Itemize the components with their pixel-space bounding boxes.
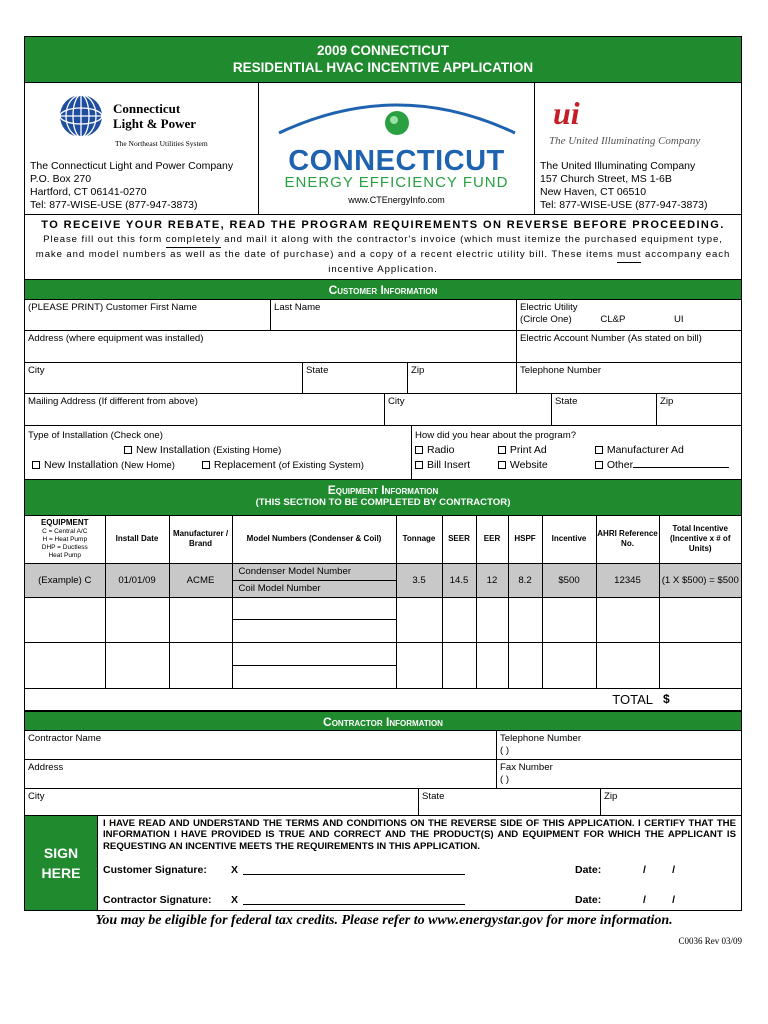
install-type-field xyxy=(25,426,412,479)
coil-cell[interactable] xyxy=(232,665,396,688)
col-incentive: Incentive xyxy=(542,516,596,563)
mailing-zip-label: Zip xyxy=(660,396,674,407)
example-coil: Coil Model Number xyxy=(232,580,396,597)
contractor-address-label: Address xyxy=(28,761,64,773)
opt-new-existing[interactable] xyxy=(28,443,408,458)
example-brand: ACME xyxy=(169,563,232,597)
contractor-state-field[interactable] xyxy=(419,789,601,815)
total-amount-field[interactable]: $ xyxy=(659,688,741,710)
instructions-body xyxy=(29,233,737,277)
date-cell[interactable] xyxy=(105,597,169,642)
equipment-section-title xyxy=(25,480,741,516)
equip-cell[interactable] xyxy=(25,597,105,642)
mailing-city-label: City xyxy=(388,396,405,407)
col-hspf: HSPF xyxy=(508,516,542,563)
clp-addr2: P.O. Box 270 xyxy=(30,173,92,185)
ceef-word2: ENERGY EFFICIENCY FUND xyxy=(284,174,509,191)
equipment-table xyxy=(25,516,741,711)
opt-other[interactable] xyxy=(595,459,729,471)
instr-c: accompany each incentive Application. xyxy=(328,249,731,275)
contractor-zip-label: Zip xyxy=(604,790,618,802)
example-condenser: Condenser Model Number xyxy=(232,563,396,580)
col-ahri: AHRI Reference No. xyxy=(596,516,659,563)
customer-date-input[interactable]: / / xyxy=(643,864,676,876)
application-form xyxy=(24,36,742,911)
instr-a: Please fill out this form xyxy=(43,234,166,245)
logo-band xyxy=(25,83,741,215)
ui-tel: Tel: 877-WISE-USE (877-947-3873) xyxy=(540,199,708,211)
contractor-section-title: Contractor Information xyxy=(25,711,741,731)
legend-c: C = Central A/C xyxy=(42,528,88,536)
hspf-cell[interactable] xyxy=(508,642,542,688)
mailing-zip-field[interactable] xyxy=(657,394,741,425)
equipment-header-row xyxy=(25,516,741,563)
utility-option-ui[interactable]: UI xyxy=(673,314,684,325)
clp-tel: Tel: 877-WISE-USE (877-947-3873) xyxy=(30,199,198,211)
clp-logo-tag: The Northeast Utilities System xyxy=(115,139,208,148)
checkbox-icon[interactable] xyxy=(595,446,603,454)
sign-here-badge xyxy=(25,816,98,910)
instr-u: completely xyxy=(166,233,221,248)
tonnage-cell[interactable] xyxy=(396,597,442,642)
example-seer: 14.5 xyxy=(442,563,476,597)
example-equipment: (Example) C xyxy=(25,563,105,597)
ui-logo-tag: The United Illuminating Company xyxy=(549,135,701,147)
legend-dhp: DHP = Ductless xyxy=(41,544,88,552)
ahri-cell[interactable] xyxy=(596,597,659,642)
last-name-label: Last Name xyxy=(274,302,321,313)
equipment-row xyxy=(25,597,741,619)
checkbox-icon[interactable] xyxy=(32,461,40,469)
equipment-title: Equipment Information xyxy=(327,483,439,497)
customer-date-label: Date: xyxy=(575,864,602,876)
instructions xyxy=(25,215,741,280)
contractor-phone-label: Telephone Number xyxy=(500,732,582,744)
zip-label: Zip xyxy=(411,365,425,376)
example-eer: 12 xyxy=(476,563,508,597)
checkbox-icon[interactable] xyxy=(202,461,210,469)
zip-field[interactable] xyxy=(408,363,517,393)
opt-website[interactable] xyxy=(498,458,592,473)
checkbox-icon[interactable] xyxy=(498,446,506,454)
opt-radio[interactable] xyxy=(415,443,495,458)
account-label: Electric Account Number (As stated on bill) xyxy=(520,333,702,344)
first-name-field[interactable] xyxy=(25,300,271,330)
brand-cell[interactable] xyxy=(169,642,232,688)
contractor-fax-paren: ( ) xyxy=(500,773,510,785)
total-label: TOTAL xyxy=(25,688,659,710)
certification-text: I HAVE READ AND UNDERSTAND THE TERMS AND CONDITIONS ON THE REVERSE SIDE OF THIS APPLICATION. I CERTIFY THAT THE INFORMATION I HAVE PROVIDED IS TRUE AND CORRECT AND THE PRODUCT(S) AND EQUIPMENT FOR WHICH THE APPLICANT IS REQUESTING AN INCENTIVE MEETS THE REQUIREMENTS IN THIS APPLICATION. xyxy=(103,817,736,852)
example-hspf: 8.2 xyxy=(508,563,542,597)
tax-credit-note: You may be eligible for federal tax credits. Please refer to www.energystar.gov for more information. xyxy=(95,913,673,928)
example-incentive: $500 xyxy=(542,563,596,597)
how-heard-label: How did you hear about the program? xyxy=(415,430,577,441)
form-header xyxy=(25,37,741,83)
contractor-zip-field[interactable] xyxy=(601,789,741,815)
example-row xyxy=(25,563,741,580)
col-eer: EER xyxy=(476,516,508,563)
address-label: Address (where equipment was installed) xyxy=(28,333,204,344)
col-tonnage: Tonnage xyxy=(396,516,442,563)
ui-address xyxy=(540,160,708,212)
tonnage-cell[interactable] xyxy=(396,642,442,688)
contractor-phone-paren: ( ) xyxy=(500,744,510,756)
city-field[interactable] xyxy=(25,363,303,393)
opt-other-label: Other xyxy=(606,459,634,471)
opt-bill-label: Bill Insert xyxy=(427,459,471,471)
opt-new-existing-sub: (Existing Home) xyxy=(213,445,282,456)
equipment-row xyxy=(25,642,741,665)
eer-cell[interactable] xyxy=(476,597,508,642)
contractor-phone-field[interactable] xyxy=(497,731,741,759)
contractor-signature-label: Contractor Signature: xyxy=(103,894,212,906)
clp-addr3: Hartford, CT 06141-0270 xyxy=(30,186,147,198)
clp-addr1: The Connecticut Light and Power Company xyxy=(30,160,234,172)
clp-block xyxy=(25,83,259,214)
opt-bill-insert[interactable] xyxy=(415,458,495,473)
contractor-date-label: Date: xyxy=(575,894,602,906)
opt-manuf-label: Manufacturer Ad xyxy=(606,444,684,456)
ahri-cell[interactable] xyxy=(596,642,659,688)
brand-cell[interactable] xyxy=(169,597,232,642)
customer-signature-x: X xyxy=(231,864,239,876)
instr-u2: must xyxy=(617,248,641,263)
equipment-subtitle: (THIS SECTION TO BE COMPLETED BY CONTRACTOR) xyxy=(255,497,511,508)
hspf-cell[interactable] xyxy=(508,597,542,642)
clp-globe-icon xyxy=(58,93,104,139)
header-line1: 2009 CONNECTICUT xyxy=(316,43,450,58)
contractor-row-name xyxy=(25,731,741,760)
checkbox-icon[interactable] xyxy=(498,461,506,469)
opt-replacement[interactable] xyxy=(202,459,364,471)
condenser-cell[interactable] xyxy=(232,597,396,619)
state-label: State xyxy=(306,365,329,376)
col-install-date: Install Date xyxy=(105,516,169,563)
checkbox-icon[interactable] xyxy=(415,446,423,454)
instr-b: and mail it along with the contractor's invoice (which must itemize the purchased equipment type, make and model numbers as well as the date of purchase) and a copy of a recent electric utility bill. These items xyxy=(35,234,723,260)
equip-cell[interactable] xyxy=(25,642,105,688)
contractor-signature-input[interactable] xyxy=(243,894,465,905)
contractor-city-label: City xyxy=(28,790,45,802)
customer-signature-input[interactable] xyxy=(243,864,465,875)
customer-row-address xyxy=(25,331,741,363)
opt-replacement-sub: (of Existing System) xyxy=(278,460,364,471)
opt-new-existing-label: New Installation xyxy=(136,444,214,456)
example-total: (1 X $500) = $500 xyxy=(659,563,741,597)
how-heard-field xyxy=(412,426,741,479)
contractor-fax-field[interactable] xyxy=(497,760,741,788)
circle-one-label: (Circle One) xyxy=(520,314,572,325)
ceef-word1: CONNECTICUT xyxy=(288,145,505,177)
ui-addr2: 157 Church Street, MS 1-6B xyxy=(540,173,672,185)
opt-manufacturer-ad[interactable] xyxy=(595,444,684,456)
mailing-label: Mailing Address (If different from above) xyxy=(28,396,198,407)
equipment-total-row xyxy=(25,688,741,710)
contractor-state-label: State xyxy=(422,790,445,802)
col-total-incentive: Total Incentive (Incentive x # of Units) xyxy=(659,516,741,563)
col-seer: SEER xyxy=(442,516,476,563)
mailing-state-field[interactable] xyxy=(552,394,657,425)
incentive-cell[interactable] xyxy=(542,642,596,688)
checkbox-icon[interactable] xyxy=(595,461,603,469)
col-equipment-label: EQUIPMENT xyxy=(40,518,89,528)
seer-cell[interactable] xyxy=(442,642,476,688)
example-tonnage: 3.5 xyxy=(396,563,442,597)
utility-option-clp[interactable]: CL&P xyxy=(600,314,626,325)
contractor-row-city xyxy=(25,789,741,816)
example-ahri: 12345 xyxy=(596,563,659,597)
col-model-numbers: Model Numbers (Condenser & Coil) xyxy=(232,516,396,563)
checkbox-icon[interactable] xyxy=(415,461,423,469)
eer-cell[interactable] xyxy=(476,642,508,688)
ceef-arc-icon xyxy=(277,89,517,137)
signature-body xyxy=(98,816,741,910)
legend-h: H = Heat Pump xyxy=(42,536,88,544)
opt-radio-label: Radio xyxy=(427,444,455,456)
customer-signature-label: Customer Signature: xyxy=(103,864,207,876)
customer-section-title: Customer Information xyxy=(25,280,741,300)
last-name-field[interactable] xyxy=(271,300,517,330)
contractor-row-address xyxy=(25,760,741,789)
col-manufacturer: Manufacturer / Brand xyxy=(169,516,232,563)
customer-row-mailing xyxy=(25,394,741,426)
ui-logo: ui xyxy=(553,95,580,131)
customer-signature-line[interactable] xyxy=(103,864,736,876)
seer-cell[interactable] xyxy=(442,597,476,642)
coil-cell[interactable] xyxy=(232,619,396,642)
install-type-label: Type of Installation (Check one) xyxy=(28,430,163,441)
account-number-field[interactable] xyxy=(517,331,741,362)
electric-utility-field[interactable] xyxy=(517,300,741,330)
signature-section xyxy=(25,816,741,910)
clp-address xyxy=(30,160,233,212)
ceef-url: www.CTEnergyInfo.com xyxy=(348,195,445,205)
contractor-signature-x: X xyxy=(231,894,239,906)
opt-new-new[interactable] xyxy=(32,459,175,471)
customer-row-install xyxy=(25,426,741,480)
header-line2: RESIDENTIAL HVAC INCENTIVE APPLICATION xyxy=(232,60,534,75)
ceef-block xyxy=(259,83,535,214)
example-date: 01/01/09 xyxy=(105,563,169,597)
incentive-cell[interactable] xyxy=(542,597,596,642)
ui-addr3: New Haven, CT 06510 xyxy=(540,186,647,198)
contractor-city-field[interactable] xyxy=(25,789,419,815)
customer-row-name xyxy=(25,300,741,331)
utility-label: Electric Utility xyxy=(520,302,578,313)
mailing-address-field[interactable] xyxy=(25,394,385,425)
contractor-signature-line[interactable] xyxy=(103,894,736,906)
opt-web-label: Website xyxy=(509,459,548,471)
contractor-date-input[interactable]: / / xyxy=(643,894,676,906)
opt-new-new-label: New Installation xyxy=(44,459,122,471)
contractor-fax-label: Fax Number xyxy=(500,761,553,773)
opt-print-ad[interactable] xyxy=(498,443,592,458)
clp-logo-line1: Connecticut xyxy=(113,101,181,116)
customer-row-city xyxy=(25,363,741,394)
state-field[interactable] xyxy=(303,363,408,393)
contractor-name-field[interactable] xyxy=(25,731,497,759)
ui-addr1: The United Illuminating Company xyxy=(540,160,696,172)
address-field[interactable] xyxy=(25,331,517,362)
first-name-label: (PLEASE PRINT) Customer First Name xyxy=(28,302,197,313)
contractor-address-field[interactable] xyxy=(25,760,497,788)
clp-logo-line2: Light & Power xyxy=(113,116,197,131)
condenser-cell[interactable] xyxy=(232,642,396,665)
instructions-headline: TO RECEIVE YOUR REBATE, READ THE PROGRAM REQUIREMENTS ON REVERSE BEFORE PROCEEDING. xyxy=(41,219,725,231)
checkbox-icon[interactable] xyxy=(124,446,132,454)
contractor-name-label: Contractor Name xyxy=(28,732,102,744)
telephone-field[interactable] xyxy=(517,363,741,393)
opt-new-new-sub: (New Home) xyxy=(121,460,175,471)
opt-print-label: Print Ad xyxy=(509,444,547,456)
sign-label: SIGN xyxy=(43,844,79,861)
total-cell[interactable] xyxy=(659,642,741,688)
opt-replacement-label: Replacement xyxy=(213,459,279,471)
revision-code: C0036 Rev 03/09 xyxy=(678,936,742,946)
mailing-city-field[interactable] xyxy=(385,394,552,425)
date-cell[interactable] xyxy=(105,642,169,688)
legend-dhp2: Heat Pump xyxy=(48,552,82,560)
here-label: HERE xyxy=(41,864,81,881)
col-equipment xyxy=(25,516,105,563)
city-label: City xyxy=(28,365,45,376)
telephone-label: Telephone Number xyxy=(520,365,602,376)
total-cell[interactable] xyxy=(659,597,741,642)
ui-block xyxy=(535,83,741,214)
mailing-state-label: State xyxy=(555,396,578,407)
